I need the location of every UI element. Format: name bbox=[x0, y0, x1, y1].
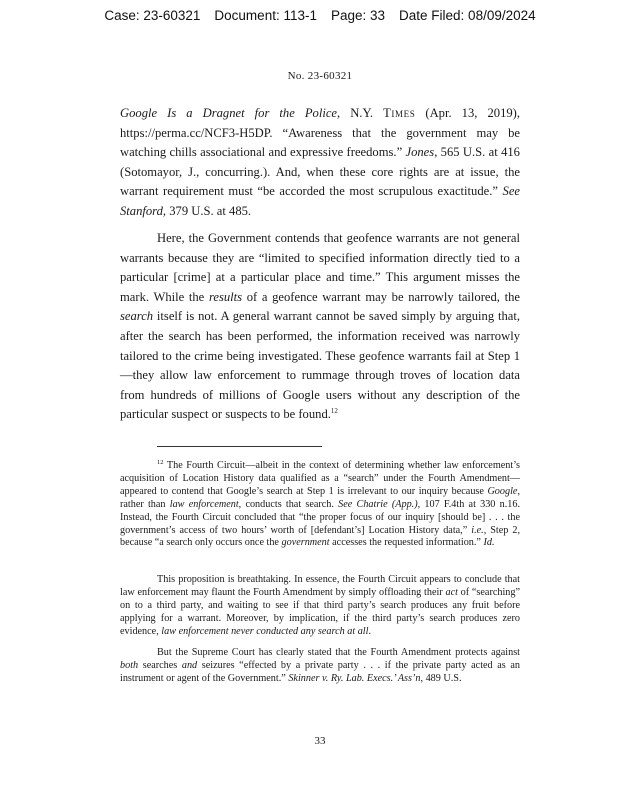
text-run: , N.Y. bbox=[337, 106, 384, 120]
text-run: searches bbox=[138, 659, 182, 671]
docket-number: No. 23-60321 bbox=[287, 70, 353, 82]
text-run: of a geofence warrant may be narrowly tailored, the bbox=[242, 289, 520, 304]
text-run: . bbox=[368, 625, 372, 637]
case-cite: Skinner v. Ry. Lab. Execs.’ Ass’n bbox=[288, 672, 421, 684]
text-run: , conducts that search. bbox=[238, 498, 339, 510]
document-number: Document: 113-1 bbox=[214, 8, 317, 23]
text-run: seizures “effected by a private party . . . if the private party acted as an instrument or agent of the Government.” bbox=[120, 659, 520, 684]
emphasis: search bbox=[120, 309, 154, 324]
case-cite: Id. bbox=[483, 537, 495, 549]
case-cite: See Stanford bbox=[120, 184, 520, 218]
case-cite: Jones bbox=[405, 145, 435, 160]
paragraph-1 bbox=[120, 104, 520, 222]
text-run: Here, the Government contends that geofence warrants are not general warrants because they are “limited to specified information directly tied to a particular [crime] at a particular place and time.” This argument misses the mark. While the bbox=[120, 231, 520, 304]
header-page-number: Page: 33 bbox=[330, 8, 386, 23]
case-cite: See Chatrie (App.) bbox=[338, 498, 418, 510]
text-run: But the Supreme Court has clearly stated that the Fourth Amendment protects against bbox=[157, 647, 520, 658]
text-run: , rather than bbox=[120, 485, 520, 510]
filing-header bbox=[0, 8, 640, 23]
page-number: 33 bbox=[314, 735, 326, 747]
footnote-12-paragraph-2 bbox=[120, 574, 520, 639]
text-run: The Fourth Circuit—albeit in the context of determining whether law enforcement’s acquisition of Location History data qualified as a “search” under the Fourth Amendment—appeared to contend that Google’s search at Step 1 is irrelevant to our inquiry because bbox=[120, 460, 520, 497]
date-filed: Date Filed: 08/09/2024 bbox=[399, 8, 536, 23]
text-run: accesses the requested information.” bbox=[329, 537, 484, 549]
case-number: Case: 23-60321 bbox=[104, 8, 201, 23]
emphasis: results bbox=[208, 289, 243, 304]
text-run: itself is not. A general warrant cannot be saved simply by arguing that, after the search has been performed, the information received was narrowly tailored to the crime being investigated. These geofence warrants fail at Step 1—they allow law enforcement to rummage through troves of location data from hundreds of millions of Google users without any description of the particular suspect or suspects to be found. bbox=[120, 309, 520, 422]
emphasis: act bbox=[445, 586, 458, 598]
text-run: (Apr. 13, 2019), https://perma.cc/NCF3-H5DP. “Awareness that the government may be watching chills associational and expressive freedoms.” bbox=[120, 106, 521, 160]
paragraph-2 bbox=[120, 229, 520, 425]
text-run: This proposition is breathtaking. In essence, the Fourth Circuit appears to conclude that law enforcement may flaunt the Fourth Amendment by simply offloading their bbox=[120, 574, 520, 598]
text-run: , 489 U.S. bbox=[420, 672, 462, 684]
emphasis: i.e. bbox=[471, 524, 484, 536]
footnote-marker: 12 bbox=[157, 459, 164, 466]
emphasis: law enforcement bbox=[169, 498, 239, 510]
footnote-12-paragraph-3 bbox=[120, 647, 520, 686]
text-run: of “searching” on to a third party, and waiting to see if that third party’s search produces any fruit before applying for a warrant. Moreover, by implication, if the third party’s search produces zero evidence, bbox=[120, 586, 520, 637]
footnote-reference[interactable]: 12 bbox=[330, 407, 338, 416]
emphasis: and bbox=[181, 659, 198, 671]
emphasis: law enforcement never conducted any search at all bbox=[161, 625, 369, 637]
text-run: , Step 2, because “a search only occurs once the bbox=[120, 524, 520, 549]
text-run: , 565 U.S. at 416 (Sotomayor, J., concurring.). And, when these core rights are at issue, the warrant requirement must “be accorded the most scrupulous exactitude.” bbox=[120, 145, 520, 199]
publication-name: Times bbox=[383, 106, 416, 120]
citation-title: Google Is a Dragnet for the Police bbox=[120, 106, 338, 120]
emphasis: government bbox=[281, 537, 330, 549]
footnote-divider bbox=[157, 446, 322, 447]
emphasis: Google bbox=[487, 485, 518, 497]
emphasis: both bbox=[120, 659, 139, 671]
text-run: , 107 F.4th at 330 n.16. Instead, the Fourth Circuit concluded that “the proper focus of our inquiry [should be] . . . the government’s access of two hours’ worth of [defendant’s] Location History data,” bbox=[120, 498, 521, 536]
text-run: , 379 U.S. at 485. bbox=[162, 203, 252, 218]
footnote-12 bbox=[120, 460, 520, 550]
